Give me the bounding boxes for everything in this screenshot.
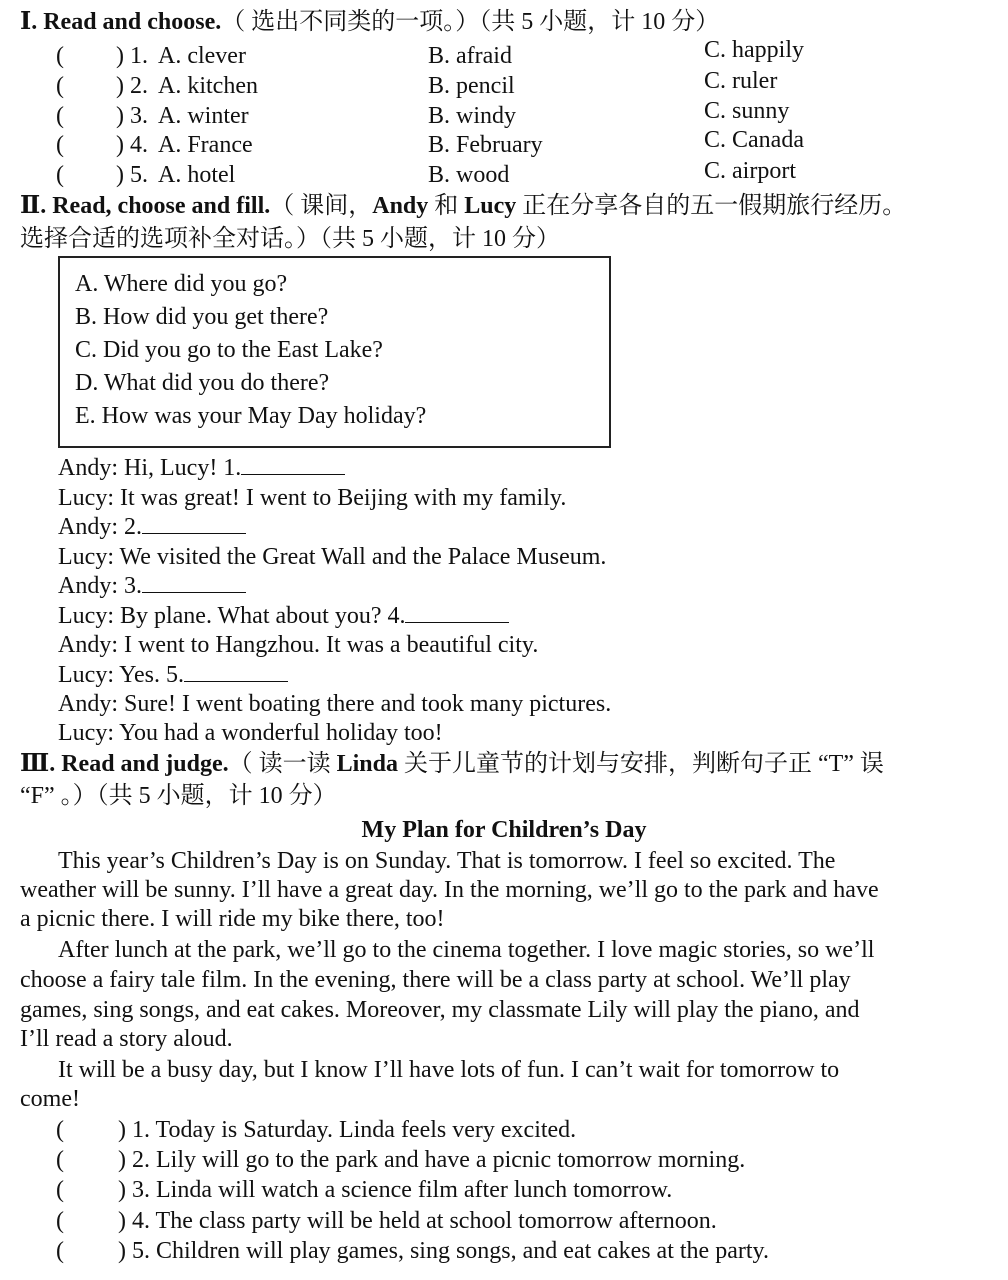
passage-line: After lunch at the park, we’ll go to the cinema together. I love magic stories, so we’ll [58,937,875,963]
passage-line: I’ll read a story aloud. [20,1026,233,1052]
section3-heading-cn-1: （ 读一读 [228,751,337,777]
answer-blank[interactable] [142,513,246,534]
section2-heading-cn-2: 正在分享各自的五一假期旅行经历。 [516,193,907,219]
section3-name-linda: Linda [336,751,398,777]
answer-paren: ( [56,1208,64,1234]
option-c: C. Canada [704,127,804,153]
section1-row-5 [56,158,956,191]
answer-paren: ( [56,1177,64,1203]
section1-row-2 [56,68,956,102]
dialogue-line-10 [58,719,443,749]
section1-row-4 [56,127,956,161]
dialogue-line-6 [58,602,509,632]
dialogue-text: Lucy: By plane. What about you? 4. [58,603,406,629]
section3-heading-line2: “F” 。）（共 5 小题，计 10 分） [20,783,337,809]
section3-heading [20,750,884,780]
answer-blank[interactable] [241,454,345,475]
answer-blank[interactable] [405,602,509,623]
option-a: A. winter [158,103,249,129]
statement-text: ) 4. The class party will be held at school tomorrow afternoon. [118,1208,717,1234]
option-a: A. hotel [158,162,236,188]
dialogue-text: Andy: Sure! I went boating there and took many pictures. [58,691,612,717]
section1-heading [20,8,719,38]
dialogue-line-8 [58,661,288,691]
dialogue-text: Andy: I went to Hangzhou. It was a beautiful city. [58,632,539,658]
option-a: A. kitchen [158,73,258,99]
section2-name-lucy: Lucy [464,193,517,219]
statement-text: ) 1. Today is Saturday. Linda feels very excited. [118,1117,577,1143]
question-number: ) 2. [116,73,148,99]
option-c: C. happily [704,37,804,63]
option-item: C. Did you go to the East Lake? [75,337,383,363]
passage-line: games, sing songs, and eat cakes. Moreover, my classmate Lily will play the piano, and [20,997,860,1023]
dialogue-line-7 [58,631,538,661]
option-b: B. wood [428,162,510,188]
option-item: A. Where did you go? [75,271,288,297]
section2-heading-cn-1: （ 课间， [270,193,373,219]
passage-line: choose a fairy tale film. In the evening, there will be a class party at school. We’ll play [20,967,851,993]
statement-text: ) 2. Lily will go to the park and have a picnic tomorrow morning. [118,1147,746,1173]
judge-statement-5 [56,1237,956,1267]
section3-heading-cn-2: 关于儿童节的计划与安排，判断句子正 “T” 误 [397,751,884,777]
passage-line: a picnic there. I will ride my bike there, too! [20,906,445,932]
dialogue-line-2 [58,484,566,514]
question-number: ) 4. [116,132,148,158]
section1-row-1 [56,37,956,72]
option-c: C. sunny [704,98,790,124]
answer-blank[interactable] [142,572,246,593]
answer-paren: ( [56,132,64,158]
statement-text: ) 3. Linda will watch a science film after lunch tomorrow. [118,1177,673,1203]
dialogue-text: Andy: 3. [58,573,142,599]
dialogue-line-1 [58,454,345,484]
section2-and: 和 [428,193,465,219]
section1-heading-en: Ⅰ. Read and choose. [20,9,222,35]
dialogue-line-5 [58,572,246,602]
option-c: C. ruler [704,68,778,94]
option-item: D. What did you do there? [75,370,330,396]
answer-paren: ( [56,103,64,129]
question-number: ) 1. [116,43,148,69]
answer-blank[interactable] [184,661,288,682]
passage-title: My Plan for Children’s Day [361,817,647,843]
options-box [58,256,611,448]
dialogue-text: Lucy: We visited the Great Wall and the Palace Museum. [58,544,607,570]
section2-heading-line2: 选择合适的选项补全对话。）（共 5 小题，计 10 分） [20,226,560,252]
option-c: C. airport [704,158,796,184]
section1-row-3 [56,98,956,132]
judge-statement-2 [56,1146,956,1176]
judge-statement-1 [56,1116,956,1146]
answer-paren: ( [56,73,64,99]
option-item: E. How was your May Day holiday? [75,403,427,429]
option-a: A. clever [158,43,246,69]
option-b: B. February [428,132,543,158]
dialogue-line-9 [58,690,611,720]
option-item: B. How did you get there? [75,304,329,330]
passage-line: It will be a busy day, but I know I’ll have lots of fun. I can’t wait for tomorrow to [58,1057,840,1083]
answer-paren: ( [56,1147,64,1173]
judge-statement-3 [56,1176,956,1206]
section2-heading-en: Ⅱ. Read, choose and fill. [20,193,271,219]
dialogue-text: Lucy: Yes. 5. [58,662,185,688]
option-b: B. pencil [428,73,515,99]
dialogue-text: Lucy: It was great! I went to Beijing with my family. [58,485,567,511]
section1-heading-cn: （ 选出不同类的一项。）（共 5 小题，计 10 分） [221,9,720,35]
dialogue-line-3 [58,513,246,543]
answer-paren: ( [56,1238,64,1264]
section2-name-andy: Andy [372,193,429,219]
statement-text: ) 5. Children will play games, sing songs, and eat cakes at the party. [118,1238,769,1264]
judge-statement-4 [56,1207,956,1237]
option-b: B. afraid [428,43,512,69]
section3-heading-en: Ⅲ. Read and judge. [20,751,229,777]
question-number: ) 3. [116,103,148,129]
dialogue-text: Lucy: You had a wonderful holiday too! [58,720,443,746]
answer-paren: ( [56,1117,64,1143]
option-b: B. windy [428,103,517,129]
dialogue-text: Andy: 2. [58,514,142,540]
dialogue-line-4 [58,543,606,573]
section2-heading [20,192,906,222]
answer-paren: ( [56,162,64,188]
option-a: A. France [158,132,253,158]
dialogue-text: Andy: Hi, Lucy! 1. [58,455,242,481]
question-number: ) 5. [116,162,148,188]
answer-paren: ( [56,43,64,69]
passage-line: come! [20,1086,80,1112]
passage-line: This year’s Children’s Day is on Sunday. That is tomorrow. I feel so excited. The [58,848,836,874]
passage-line: weather will be sunny. I’ll have a great day. In the morning, we’ll go to the park and have [20,877,879,903]
